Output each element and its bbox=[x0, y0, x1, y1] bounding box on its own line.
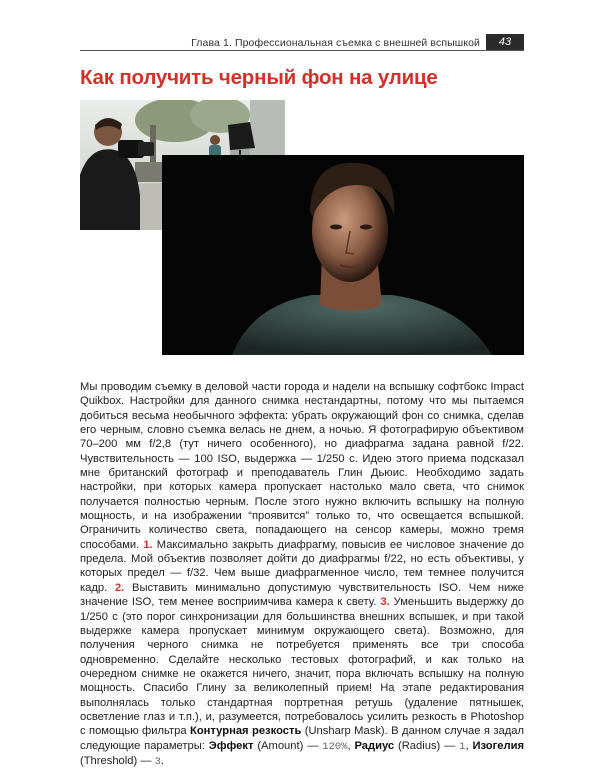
amount-value: 120% bbox=[322, 740, 348, 753]
step-number-3: 3. bbox=[380, 596, 390, 609]
running-header: Глава 1. Профессиональная съемка с внешней вспышкой bbox=[191, 37, 480, 49]
separator: , bbox=[465, 739, 469, 752]
body-text-part-3: Выставить минимально допустимую чувствительность ISO. Чем ниже значение ISO, тем менее восприимчива камера к свету. bbox=[80, 581, 525, 609]
radius-label: Радиус bbox=[354, 739, 395, 752]
portrait-photo bbox=[162, 155, 524, 355]
amount-english: (Amount) — bbox=[257, 739, 319, 752]
body-text-part-4: Уменьшить выдержку до 1/250 с (это порог синхронизации для большинства внешних вспышек, и при такой выдержке камера пропускает минимум окружающего света). Возможно, для получения черного снимка не потребуется применять все три способа одновременно. Сделайте несколько тестовых фотографий, и как только на очередном снимке не окажется ничего, значит, пора включать вспышку на полную мощность. Спасибо Глину за великолепный прием! На этапе редактирования выполнялась только стандартная портретная ретушь (удаление пятнышек, осветление глаз и т.п.), и, разумеется, потребовалось усилить резкость в Photoshop с помощью фильтра bbox=[80, 596, 525, 738]
radius-value: 1 bbox=[459, 740, 466, 753]
sentence-end: . bbox=[160, 754, 165, 767]
filter-name: Контурная резкость bbox=[189, 725, 302, 738]
page-title: Как получить черный фон на улице bbox=[80, 66, 438, 89]
filter-english-name: (Unsharp Mask). В данном случае я задал следующие параметры: bbox=[80, 725, 524, 752]
page-number: 43 bbox=[486, 34, 524, 50]
body-text-part-2: Максимально закрыть диафрагму, повысив ее числовое значение до предела. Мой объектив позволяет дойти до диафрагмы f/22, но есть объективы, у которых предел — f/32. Чем выше диафрагменное число, тем темнее получится кадр. bbox=[80, 538, 525, 594]
body-text-part-1: Мы проводим съемку в деловой части города и надели на вспышку софтбокс Impact Quikbox. Настройки для данного снимка нестандартны, потому что мы пытаемся добиться весьма необычного эффекта: убрать окружающий фон со снимка, сделав его черным, словно съемка велась не днем, а ночью. Я фотографирую объективом 70–200 мм f/2,8 (тут ничего особенного), но диафрагма задана равной f/22. Чувствительность — 100 ISO, выдержка — 1/250 с. Идею этого приема подсказал мне британский фотограф и преподаватель Глин Дьюис. Необходимо задать настройки, при которых камера пропускает настолько мало света, что снимок получается полностью черным. После этого нужно включить вспышку на полную мощность, и на изображении “проявится” только то, что освещается вспышкой. Ограничить количество света, попадающего на сенсор камеры, можно тремя способами. bbox=[80, 381, 524, 551]
step-number-1: 1. bbox=[143, 538, 153, 551]
threshold-value: 3 bbox=[154, 755, 161, 768]
radius-english: (Radius) — bbox=[397, 739, 456, 752]
amount-label: Эффект bbox=[208, 739, 254, 752]
header-rule bbox=[80, 50, 524, 51]
separator: , bbox=[347, 739, 351, 752]
threshold-label: Изогелия bbox=[472, 739, 525, 752]
threshold-english: (Threshold) — bbox=[80, 754, 152, 767]
step-number-2: 2. bbox=[114, 581, 125, 594]
body-paragraph bbox=[80, 380, 524, 769]
